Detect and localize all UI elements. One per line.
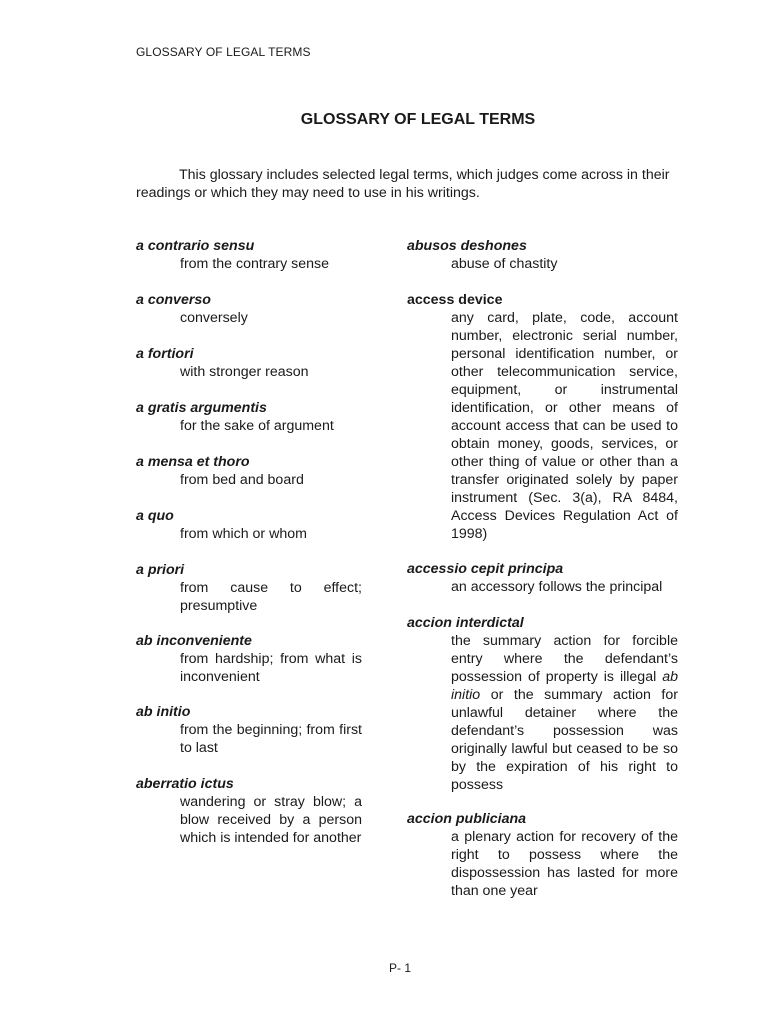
glossary-term: a gratis argumentis — [136, 400, 267, 416]
glossary-entry — [136, 453, 362, 489]
running-header: GLOSSARY OF LEGAL TERMS — [136, 45, 311, 59]
glossary-term: a fortiori — [136, 346, 194, 362]
glossary-entry — [136, 345, 362, 381]
page-number: P- 1 — [388, 961, 411, 975]
glossary-definition: with stronger reason — [180, 364, 309, 380]
glossary-definition: from the contrary sense — [180, 256, 330, 272]
glossary-term: a mensa et thoro — [136, 454, 250, 470]
glossary-definition: from hardship; from what is inconvenient — [180, 651, 362, 685]
glossary-entry — [136, 399, 362, 435]
glossary-term: ab initio — [136, 704, 191, 720]
glossary-entry — [407, 560, 678, 596]
glossary-definition: any card, plate, code, account number, electronic serial number, personal identification number, or other telecommunication service, equipment, or instrumental identification, or other means of account access that can be used to obtain money, goods, services, or other thing of value or other than a transfer originated solely by paper instrument (Sec. 3(a), RA 8484, Access Devices Regulation Act of 1998) — [451, 310, 678, 542]
glossary-term: accion interdictal — [407, 615, 524, 631]
glossary-entry — [136, 291, 362, 327]
glossary-definition: from cause to effect; presumptive — [180, 580, 362, 614]
glossary-definition: from the beginning; from first to last — [180, 722, 362, 756]
glossary-entry — [136, 775, 362, 847]
glossary-definition: for the sake of argument — [180, 418, 334, 434]
glossary-definition: conversely — [180, 310, 248, 326]
glossary-term: access device — [407, 292, 503, 308]
glossary-entry — [407, 810, 678, 900]
definition-text: the summary action for forcible entry where the defendant’s possession of property is illegal — [451, 633, 678, 685]
glossary-entry — [136, 507, 362, 543]
glossary-definition: abuse of chastity — [451, 256, 558, 272]
glossary-term: a converso — [136, 292, 211, 308]
glossary-term: accion publiciana — [407, 811, 527, 827]
intro-paragraph: This glossary includes selected legal terms, which judges come across in their readings or which they may need to use in his writings. — [136, 167, 670, 201]
definition-italic-phrase: ab initio — [451, 669, 678, 703]
glossary-entry — [136, 703, 362, 757]
glossary-term: abusos deshones — [407, 238, 527, 254]
glossary-entry — [407, 291, 678, 543]
glossary-term: ab inconveniente — [136, 633, 252, 649]
glossary-definition: an accessory follows the principal — [451, 579, 663, 595]
glossary-definition: a plenary action for recovery of the right to possess where the dispossession has lasted for more than one year — [451, 829, 678, 899]
page-title: GLOSSARY OF LEGAL TERMS — [300, 111, 536, 128]
glossary-term: aberratio ictus — [136, 776, 234, 792]
glossary-entry — [136, 561, 362, 615]
glossary-entry — [407, 614, 678, 794]
glossary-definition: wandering or stray blow; a blow received by a person which is intended for another — [180, 794, 362, 846]
glossary-term: accessio cepit principa — [407, 561, 564, 577]
glossary-definition: from bed and board — [180, 472, 304, 488]
glossary-entry — [136, 632, 362, 686]
glossary-term: a priori — [136, 562, 185, 578]
glossary-entry — [407, 237, 678, 273]
glossary-term: a contrario sensu — [136, 238, 255, 254]
definition-text: or the summary action for unlawful detainer where the defendant’s possession was originally lawful but ceased to be so by the expiration of his right to possess — [451, 687, 678, 793]
glossary-entry — [136, 237, 362, 273]
glossary-definition — [451, 632, 678, 794]
glossary-term: a quo — [136, 508, 174, 524]
glossary-definition: from which or whom — [180, 526, 307, 542]
